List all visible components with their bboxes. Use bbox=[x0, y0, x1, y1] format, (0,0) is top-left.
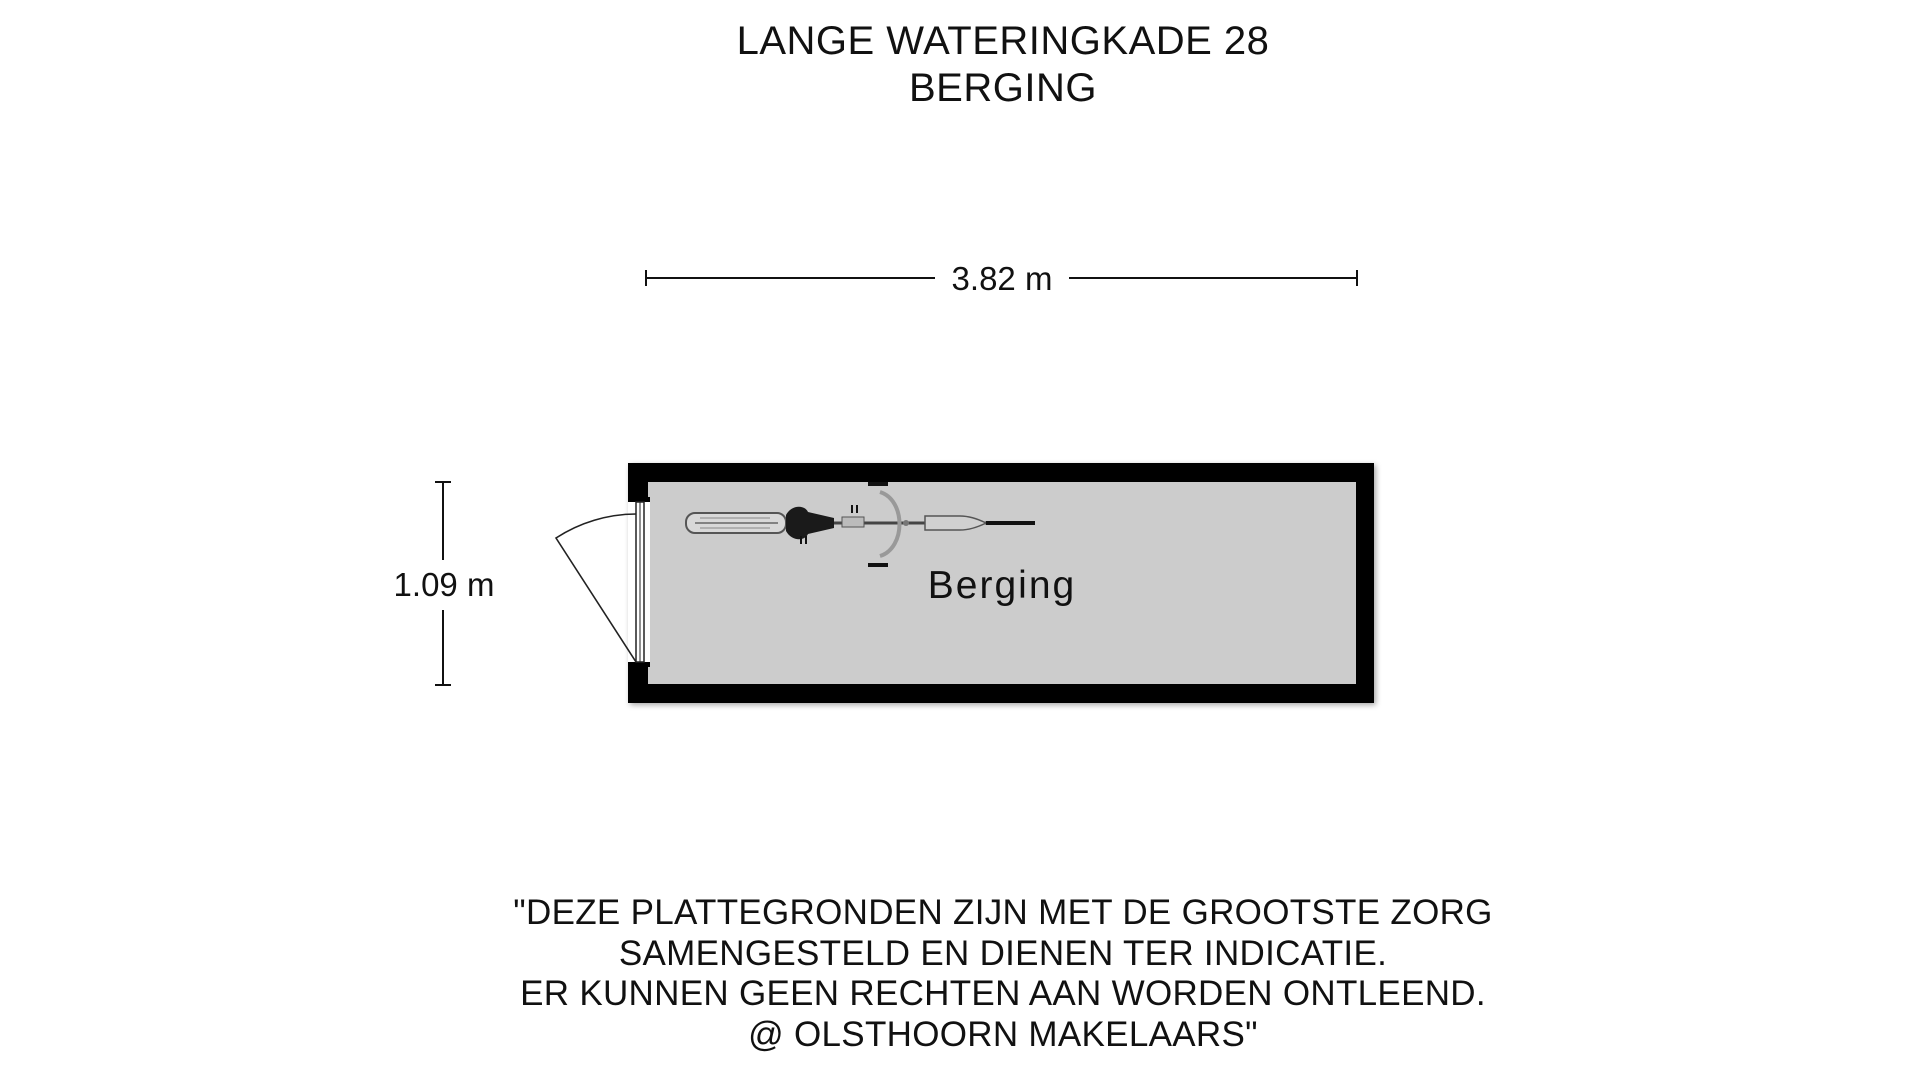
bicycle-crank bbox=[842, 517, 864, 527]
disclaimer-line-1: "DEZE PLATTEGRONDEN ZIJN MET DE GROOTSTE ZORG bbox=[513, 893, 1493, 932]
width-dimension bbox=[646, 260, 1357, 297]
disclaimer-line-2: SAMENGESTELD EN DIENEN TER INDICATIE. bbox=[618, 933, 1388, 973]
disclaimer-line-4: @ OLSTHOORN MAKELAARS" bbox=[748, 1014, 1258, 1054]
bicycle-bell bbox=[903, 520, 909, 526]
floor-title: BERGING bbox=[909, 66, 1097, 110]
depth-dimension-label: 1.09 m bbox=[393, 566, 495, 603]
room-label-berging: Berging bbox=[927, 564, 1077, 607]
door-swing-icon bbox=[556, 514, 636, 662]
width-dimension-label: 3.82 m bbox=[951, 260, 1053, 297]
door bbox=[556, 497, 650, 667]
depth-dimension bbox=[394, 482, 495, 685]
disclaimer-line-3: ER KUNNEN GEEN RECHTEN AAN WORDEN ONTLEEND. bbox=[520, 974, 1486, 1013]
disclaimer bbox=[453, 893, 1553, 1055]
address-title: LANGE WATERINGKADE 28 bbox=[736, 19, 1270, 63]
